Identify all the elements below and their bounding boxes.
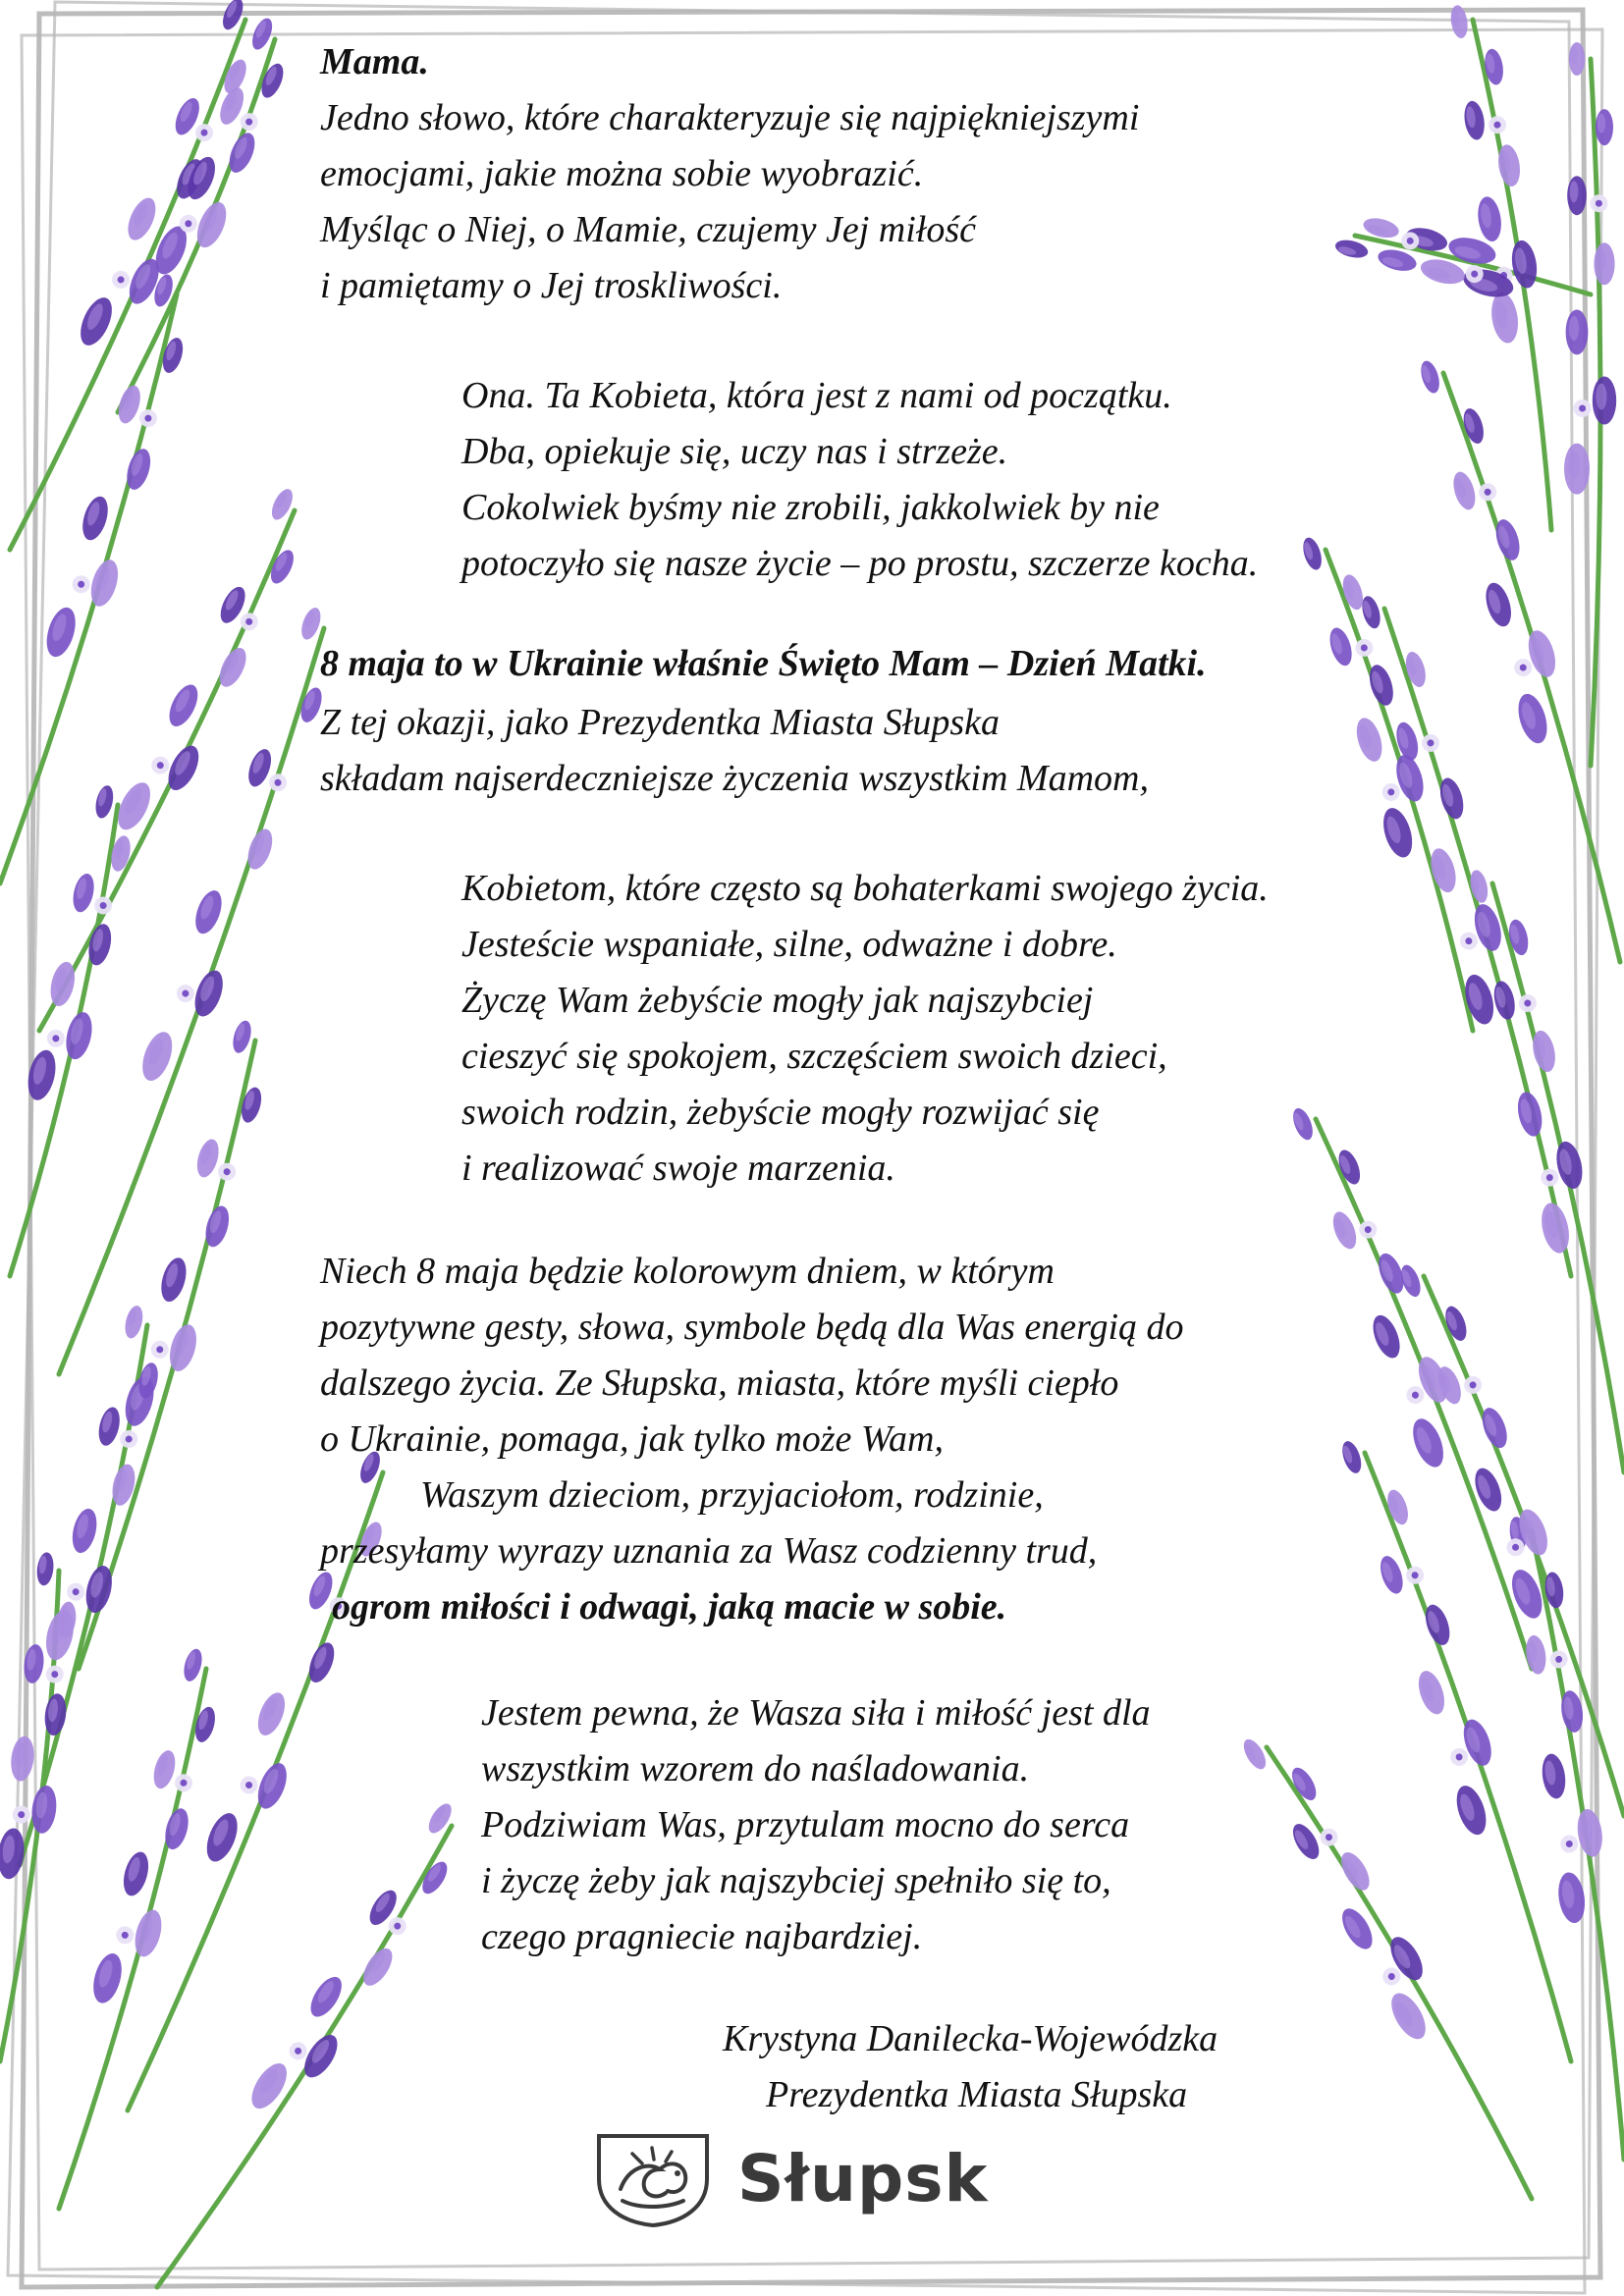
lavender-bud bbox=[150, 1748, 199, 1796]
lavender-bud bbox=[252, 1689, 290, 1739]
lavender-bud bbox=[93, 783, 117, 820]
lavender-bud bbox=[115, 383, 165, 432]
lavender-bud bbox=[157, 1255, 190, 1304]
lavender-bud bbox=[244, 2057, 294, 2114]
stanza1-line-1: Ona. Ta Kobieta, która jest z nami od początku. bbox=[461, 375, 1172, 416]
lavender-bud bbox=[9, 1735, 36, 1782]
lavender-bud bbox=[1239, 1735, 1270, 1773]
lavender-bud bbox=[1289, 1105, 1317, 1143]
lavender-bud bbox=[1339, 1439, 1365, 1475]
lavender-bud bbox=[69, 1506, 101, 1555]
lavender-bud bbox=[181, 1647, 205, 1683]
lavender-bud bbox=[1540, 1752, 1568, 1800]
stanza3-line-2: wszystkim wzorem do naśladowania. bbox=[481, 1748, 1030, 1789]
stanza2-line-3: Życzę Wam żebyście mogły jak najszybciej bbox=[461, 980, 1094, 1021]
lavender-bud bbox=[1379, 805, 1418, 861]
stanza1-line-2: Dba, opiekuje się, uczy nas i strzeże. bbox=[461, 431, 1008, 472]
paragraph-bold-line: ogrom miłości i odwagi, jaką macie w sobie. bbox=[332, 1586, 1007, 1628]
slupsk-logo-text: Słupsk bbox=[737, 2141, 989, 2216]
lavender-bud bbox=[35, 1551, 55, 1586]
lavender-bud bbox=[230, 1019, 254, 1055]
stanza2-line-2: Jesteście wspaniałe, silne, odważne i dobre. bbox=[461, 924, 1117, 965]
lavender-bud bbox=[1368, 1311, 1405, 1362]
lavender-bud bbox=[1440, 1716, 1496, 1775]
stanza2-line-4: cieszyć się spokojem, szczęściem swoich dzieci, bbox=[461, 1036, 1167, 1077]
stanza3-line-1: Jestem pewna, że Wasza siła i miłość jest dla bbox=[481, 1692, 1151, 1734]
lavender-bud bbox=[1496, 1506, 1553, 1566]
slupsk-logo bbox=[593, 2130, 989, 2228]
lavender-bud bbox=[1468, 869, 1490, 905]
paragraph-line-3: dalszego życia. Ze Słupska, miasta, które myśli ciepło bbox=[320, 1362, 1119, 1404]
stanza3-line-5: czego pragniecie najbardziej. bbox=[481, 1916, 923, 1957]
lavender-bud bbox=[122, 1304, 145, 1340]
stanza2-line-5: swoich rodzin, żebyście mogły rozwijać się bbox=[461, 1092, 1100, 1133]
lavender-bud bbox=[1514, 1090, 1545, 1139]
lavender-bud bbox=[1594, 242, 1614, 285]
lavender-bud bbox=[1475, 195, 1504, 243]
paragraph-line-6: przesyłamy wyrazy uznania za Wasz codzienny trud, bbox=[320, 1530, 1098, 1572]
lavender-bud bbox=[1574, 377, 1617, 425]
signature-role: Prezydentka Miasta Słupska bbox=[766, 2074, 1188, 2115]
lavender-bud bbox=[1374, 752, 1429, 811]
stanza2-line-6: i realizować swoje marzenia. bbox=[461, 1148, 895, 1189]
paragraph-line-1: Niech 8 maja będzie kolorowym dniem, w którym bbox=[320, 1251, 1055, 1292]
lavender-bud bbox=[1462, 96, 1508, 141]
stanza1-line-3: Cokolwiek byśmy nie zrobili, jakkolwiek by nie bbox=[461, 487, 1160, 528]
signature-name: Krystyna Danilecka-Wojewódzka bbox=[723, 2018, 1218, 2059]
lavender-bud bbox=[235, 1752, 293, 1813]
lavender-bud bbox=[1482, 580, 1516, 630]
lavender-bud bbox=[1489, 291, 1522, 345]
lavender-bud bbox=[78, 494, 112, 544]
greeting-line-1: Z tej okazji, jako Prezydentka Miasta Słupska bbox=[320, 702, 1000, 743]
lavender-bud bbox=[244, 746, 296, 796]
lavender-bud bbox=[145, 733, 205, 795]
greeting-headline: 8 maja to w Ukrainie właśnie Święto Mam – Dzień Matki. bbox=[320, 643, 1207, 684]
lavender-bud bbox=[1505, 627, 1560, 685]
stanza1-line-4: potoczyło się nasze życie – po prostu, szczerze kocha. bbox=[461, 543, 1259, 584]
letter-title: Mama. bbox=[320, 41, 429, 82]
paragraph-line-4: o Ukrainie, pomaga, jak tylko może Wam, bbox=[320, 1418, 944, 1460]
lavender-bud bbox=[1564, 444, 1590, 495]
lavender-bud bbox=[1368, 1932, 1429, 1995]
lavender-bud bbox=[1352, 715, 1386, 765]
lavender-bud bbox=[123, 193, 162, 243]
lavender-bud bbox=[1566, 309, 1589, 354]
stanza3-line-3: Podziwiam Was, przytulam mocno do serca bbox=[481, 1804, 1130, 1845]
intro-line-4: i pamiętamy o Jej troskliwości. bbox=[320, 265, 783, 306]
lavender-bud bbox=[1300, 535, 1326, 571]
paragraph-line-2: pozytywne gesty, słowa, symbole będą dla Was energią do bbox=[320, 1307, 1184, 1348]
lavender-bud bbox=[1451, 1782, 1491, 1839]
stanza3-line-4: i życzę żeby jak najszybciej spełniło się to, bbox=[481, 1860, 1111, 1901]
paragraph-line-5: Waszym dzieciom, przyjaciołom, rodzinie, bbox=[420, 1474, 1044, 1516]
lavender-bud bbox=[1538, 1201, 1574, 1255]
lavender-bud bbox=[172, 960, 228, 1020]
lavender-bud bbox=[1418, 358, 1442, 395]
lavender-bud bbox=[193, 1137, 243, 1186]
stanza2-line-1: Kobietom, które często są bohaterkami swojego życia. bbox=[461, 868, 1269, 909]
lavender-bud bbox=[1596, 109, 1613, 145]
slupsk-coat-of-arms-icon bbox=[593, 2130, 713, 2228]
intro-line-2: emocjami, jakie można sobie wyobrazić. bbox=[320, 153, 924, 194]
lavender-bud bbox=[112, 1902, 166, 1960]
lavender-bud bbox=[1414, 1668, 1449, 1718]
lavender-bud bbox=[41, 604, 81, 660]
lavender-bud bbox=[119, 1849, 152, 1898]
intro-line-1: Jedno słowo, które charakteryzuje się najpiękniejszymi bbox=[320, 97, 1140, 138]
lavender-bud bbox=[1513, 690, 1552, 746]
intro-line-3: Myśląc o Niej, o Mamie, czujemy Jej miłość bbox=[320, 209, 976, 250]
lavender-bud bbox=[190, 887, 227, 937]
lavender-bud bbox=[1333, 238, 1370, 261]
lavender-bud bbox=[68, 552, 123, 610]
greeting-line-2: składam najserdeczniejsze życzenia wszystkim Mamom, bbox=[320, 758, 1149, 799]
lavender-bud bbox=[282, 2019, 344, 2083]
lavender-bud bbox=[1569, 42, 1585, 76]
lavender-bud bbox=[88, 1950, 127, 2006]
